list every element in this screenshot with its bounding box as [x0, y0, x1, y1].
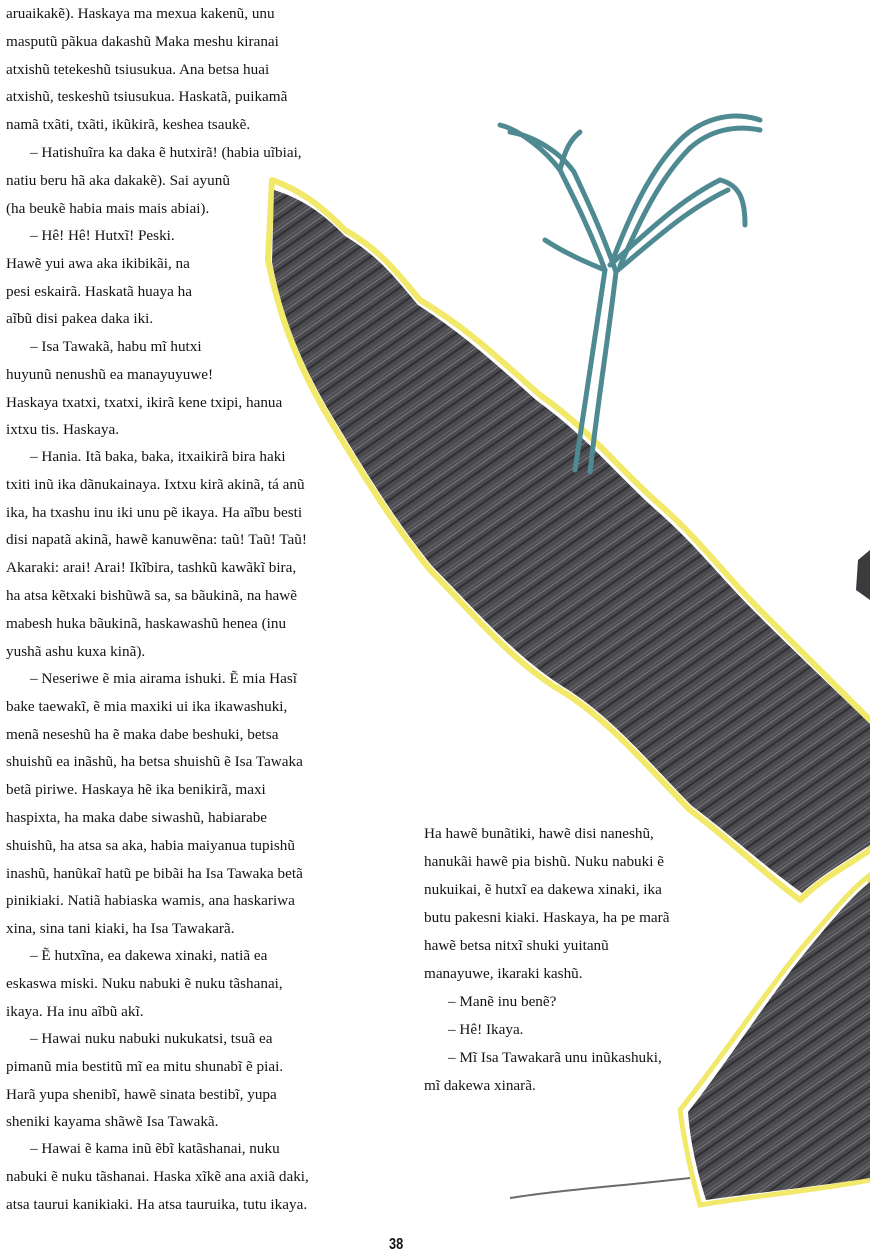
left-paragraph-4	[6, 333, 282, 444]
text-line: hawẽ betsa nitxĩ shuki yuitanũ	[424, 937, 609, 954]
text-line: pinikiaki. Natiã habiaska wamis, ana haskariwa	[6, 892, 295, 910]
text-line: ika, ha txashu inu iki unu pẽ ikaya. Ha aĩbu besti	[6, 503, 303, 521]
left-paragraph-8	[6, 1025, 283, 1136]
text-line: hanukãi hawẽ pia bishũ. Nuku nabuki ẽ	[424, 853, 664, 870]
edge-scribble	[856, 550, 870, 600]
text-line: manayuwe, ikaraki kashũ.	[424, 965, 583, 982]
text-line: ixtxu tis. Haskaya.	[6, 421, 120, 439]
text-line: eskaswa miski. Nuku nabuki ẽ nuku tãshanai,	[6, 974, 283, 992]
text-line: – Ẽ hutxĩna, ea dakewa xinaki, natiã ea	[30, 947, 268, 964]
text-line: Haskaya txatxi, txatxi, ikirã kene txipi, hanua	[6, 393, 283, 411]
left-paragraph-5	[6, 443, 307, 665]
left-paragraph-9	[6, 1135, 309, 1218]
text-line: – Hê! Ikaya.	[448, 1021, 524, 1038]
text-line: (ha beukẽ habia mais mais abiai).	[6, 199, 210, 217]
text-line: atxishũ, teskeshũ tsiusukua. Haskatã, puikamã	[6, 88, 288, 106]
text-line: atsa taurui kanikiaki. Ha atsa tauruika, tutu ikaya.	[6, 1195, 308, 1213]
left-paragraph-6	[6, 665, 303, 943]
text-line: – Hania. Itã baka, baka, itxaikirã bira haki	[30, 448, 286, 465]
text-line: namã txãti, txãti, ikũkirã, keshea tsaukẽ.	[6, 116, 251, 134]
left-paragraph-7	[6, 942, 283, 1025]
text-line: butu pakesni kiaki. Haskaya, ha pe marã	[424, 909, 670, 926]
root-scribble	[510, 1178, 690, 1198]
text-line: – Neseriwe ẽ mia airama ishuki. Ẽ mia Hasĩ	[30, 670, 297, 687]
text-line: menã neseshũ ha ẽ maka dabe beshuki, betsa	[6, 725, 279, 743]
text-line: haspixta, ha maka dabe siwashũ, habiarabe	[6, 808, 268, 826]
text-line: mĩ dakewa xinarã.	[424, 1077, 536, 1094]
text-line: atxishũ tetekeshũ tsiusukua. Ana betsa huai	[6, 60, 270, 78]
text-line: – Hawai nuku nabuki nukukatsi, tsuã ea	[30, 1030, 273, 1047]
text-line: – Hawai ẽ kama inũ ẽbĩ katãshanai, nuku	[30, 1140, 280, 1157]
text-line: Akaraki: arai! Arai! Ikĩbira, tashkũ kawãkĩ bira,	[6, 559, 297, 577]
left-paragraph-3	[6, 222, 192, 333]
text-line: shuishũ, ha atsa sa aka, habia maiyanua tupishũ	[6, 836, 295, 854]
text-line: yushã ashu kuxa kinã).	[6, 642, 146, 660]
left-paragraph-2	[6, 139, 302, 222]
page-number: 38	[389, 1236, 404, 1253]
text-line: Ha hawẽ bunãtiki, hawẽ disi naneshũ,	[424, 825, 654, 842]
lower-trunk	[688, 882, 870, 1200]
text-line: aĩbũ disi pakea daka iki.	[6, 310, 154, 328]
text-line: pesi eskairã. Haskatã huaya ha	[6, 282, 192, 300]
text-line: betã piriwe. Haskaya hẽ ika benikirã, maxi	[6, 781, 266, 799]
text-line: disi napatã akinã, hawẽ kanuwẽna: taũ! Taũ! Taũ!	[6, 531, 307, 549]
tree-trunk	[272, 190, 870, 893]
text-line: bake taewakĩ, ẽ mia maxiki ui ika ikawashuki,	[6, 697, 288, 715]
text-line: txiti inũ ika dãnukainaya. Ixtxu kirã akinã, tá anũ	[6, 475, 305, 493]
text-line: nukuikai, ẽ hutxĩ ea dakewa xinaki, ika	[424, 881, 662, 898]
text-line: – Hatishuĩra ka daka ẽ hutxirã! (habia uĩbiai,	[30, 144, 302, 161]
text-line: nabuki ẽ nuku tãshanai. Haska xĩkẽ ana axiã daki,	[6, 1167, 309, 1185]
text-line: masputũ pãkua dakashũ Maka meshu kiranai	[6, 32, 279, 50]
text-line: inashũ, hanũkaĩ hatũ pe bibãi ha Isa Tawaka betã	[6, 864, 303, 882]
text-line: ikaya. Ha inu aĩbũ akĩ.	[6, 1002, 144, 1020]
text-line: sheniki kayama shãwẽ Isa Tawakã.	[6, 1113, 219, 1131]
text-line: Harã yupa shenibĩ, hawẽ sinata bestibĩ, yupa	[6, 1085, 277, 1103]
text-line: – Isa Tawakã, habu mĩ hutxi	[30, 338, 202, 355]
text-line: – Manẽ inu benẽ?	[448, 993, 557, 1010]
text-line: huyunũ nenushũ ea manayuyuwe!	[6, 365, 214, 383]
text-line: – Hê! Hê! Hutxĩ! Peski.	[30, 227, 175, 244]
text-line: aruaikakẽ). Haskaya ma mexua kakenũ, unu	[6, 5, 275, 22]
text-line: xina, sina tani kiaki, ha Isa Tawakarã.	[6, 920, 235, 938]
text-line: ha atsa kẽtxaki bishũwã sa, sa bãukinã, na hawẽ	[6, 586, 297, 604]
text-line: Hawẽ yui awa aka ikibikãi, na	[6, 254, 190, 272]
right-paragraph	[424, 820, 669, 1100]
left-paragraph-1	[6, 0, 287, 139]
text-line: pimanũ mia bestitũ mĩ ea mitu shunabĩ ẽ piai.	[6, 1057, 284, 1075]
text-line: – Mĩ Isa Tawakarã unu inũkashuki,	[448, 1049, 662, 1066]
text-line: mabesh huka bãukinã, haskawashũ henea (inu	[6, 614, 287, 632]
text-line: natiu beru hã aka dakakẽ). Sai ayunũ	[6, 171, 230, 189]
text-line: shuishũ ea inãshũ, ha betsa shuishũ ẽ Isa Tawaka	[6, 753, 303, 771]
